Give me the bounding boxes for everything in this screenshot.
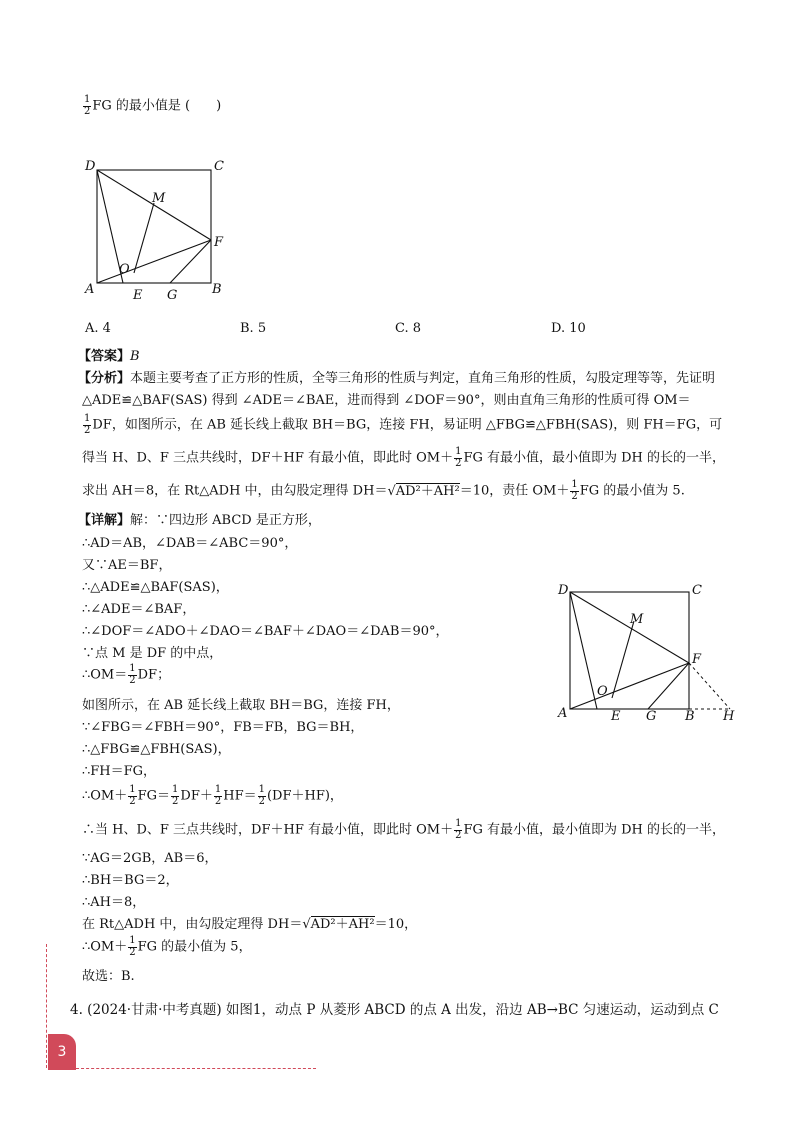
- detail-line-11: ∴△FBG≌△FBH(SAS)，: [82, 742, 231, 757]
- segment-om: [612, 621, 634, 698]
- detail-line-8: ∴OM＝ $\frac{1}{2}$ DF；: [82, 663, 171, 686]
- detail-line-7: ∵点 M 是 DF 的中点，: [82, 646, 223, 661]
- label-g: G: [646, 709, 657, 724]
- label-f: F: [692, 652, 702, 667]
- segment-de: [570, 592, 597, 709]
- page-number-badge: [48, 1034, 76, 1070]
- label-b: B: [685, 709, 695, 724]
- option-b: B. 5: [240, 321, 267, 336]
- analysis-line-4: 得当 H、D、F 三点共线时，DF＋HF 有最小值，即此时 OM＋ $\frac{1}{2}$ FG 有最小值，最小值即为 DH 的长的一半，: [82, 446, 726, 469]
- segment-fh-dashed: [689, 663, 730, 709]
- detail-line-3: 又∵AE＝BF，: [82, 558, 172, 573]
- label-o: O: [597, 684, 608, 699]
- segment-df: [570, 592, 689, 663]
- option-a: A. 4: [85, 321, 111, 336]
- option-d: D. 10: [551, 321, 586, 336]
- detail-line-12: ∴FH＝FG，: [82, 764, 157, 779]
- detail-line-10: ∵∠FBG＝∠FBH＝90°，FB＝FB，BG＝BH，: [82, 720, 364, 735]
- label-f: F: [214, 235, 224, 250]
- figure-square-1: [80, 155, 230, 305]
- label-c: C: [214, 159, 224, 174]
- figure-square-2: [555, 580, 745, 725]
- square-abcd: [570, 592, 689, 709]
- segment-fg: [170, 240, 211, 283]
- detail-line-20: 故选：B.: [82, 969, 135, 984]
- label-a: A: [85, 282, 95, 297]
- analysis-line-1: 【分析】本题主要考查了正方形的性质，全等三角形的性质与判定，直角三角形的性质，勾股定理等等，先证明: [78, 371, 716, 386]
- label-d: D: [558, 583, 569, 598]
- segment-fg: [648, 663, 689, 709]
- detail-line-5: ∴∠ADE＝∠BAF，: [82, 602, 196, 617]
- question-stem: $\frac{1}{2}$ FG 的最小值是 ( ): [84, 94, 222, 117]
- analysis-line-2: △ADE≌△BAF(SAS) 得到 ∠ADE＝∠BAE，进而得到 ∠DOF＝90°，则由直角三角形的性质可得 OM＝: [82, 393, 691, 408]
- label-g: G: [167, 288, 178, 303]
- label-d: D: [85, 159, 96, 174]
- square-abcd: [97, 170, 211, 283]
- option-c: C. 8: [395, 321, 422, 336]
- detail-line-17: ∴AH＝8，: [82, 895, 146, 910]
- label-o: O: [119, 262, 130, 277]
- label-e: E: [611, 709, 621, 724]
- analysis-line-5: 求出 AH＝8，在 Rt△ADH 中，由勾股定理得 DH＝√AD²＋AH²＝10，责任 OM＋ $\frac{1}{2}$ FG 的最小值为 5.: [82, 479, 685, 502]
- answer-line: 【答案】B: [78, 349, 140, 364]
- label-a: A: [558, 706, 568, 721]
- label-h: H: [723, 709, 735, 724]
- analysis-line-3: $\frac{1}{2}$ DF，如图所示，在 AB 延长线上截取 BH＝BG，连接 FH，易证明 △FBG≌△FBH(SAS)，则 FH＝FG，可: [84, 413, 723, 436]
- detail-line-2: ∴AD＝AB，∠DAB＝∠ABC＝90°，: [82, 536, 298, 551]
- detail-line-15: ∵AG＝2GB，AB＝6，: [82, 851, 218, 866]
- detail-line-19: ∴OM＋ $\frac{1}{2}$ FG 的最小值为 5，: [82, 935, 252, 958]
- detail-line-6: ∴∠DOF＝∠ADO＋∠DAO＝∠BAF＋∠DAO＝∠DAB＝90°，: [82, 624, 449, 639]
- label-e: E: [133, 288, 143, 303]
- label-c: C: [692, 583, 702, 598]
- detail-line-18: 在 Rt△ADH 中，由勾股定理得 DH＝√AD²＋AH²＝10，: [82, 917, 418, 932]
- page-margin-dashed-vertical: [46, 944, 47, 1068]
- label-b: B: [212, 282, 222, 297]
- page-number: 3: [57, 1044, 67, 1060]
- detail-line-9: 如图所示，在 AB 延长线上截取 BH＝BG，连接 FH，: [82, 698, 400, 713]
- fraction: $\frac{1}{2}$: [84, 94, 91, 117]
- detail-line-13: ∴OM＋ $\frac{1}{2}$ FG＝ $\frac{1}{2}$ DF＋ $\frac{1}{2}$ HF＝ $\frac{1}{2}$ (DF＋HF)，: [82, 784, 343, 807]
- detail-line-16: ∴BH＝BG＝2，: [82, 873, 179, 888]
- label-m: M: [630, 612, 644, 627]
- label-m: M: [152, 191, 166, 206]
- detail-line-14: ∴当 H、D、F 三点共线时，DF＋HF 有最小值，即此时 OM＋ $\frac{1}{2}$ FG 有最小值，最小值即为 DH 的长的一半，: [82, 818, 726, 841]
- detail-line-4: ∴△ADE≌△BAF(SAS)，: [82, 580, 229, 595]
- page-margin-dashed-horizontal: [76, 1068, 316, 1069]
- next-question: 4. (2024·甘肃·中考真题) 如图1，动点 P 从菱形 ABCD 的点 A 出发，沿边 AB→BC 匀速运动，运动到点 C: [70, 1002, 719, 1018]
- detail-line-1: 【详解】解：∵四边形 ABCD 是正方形，: [78, 513, 321, 528]
